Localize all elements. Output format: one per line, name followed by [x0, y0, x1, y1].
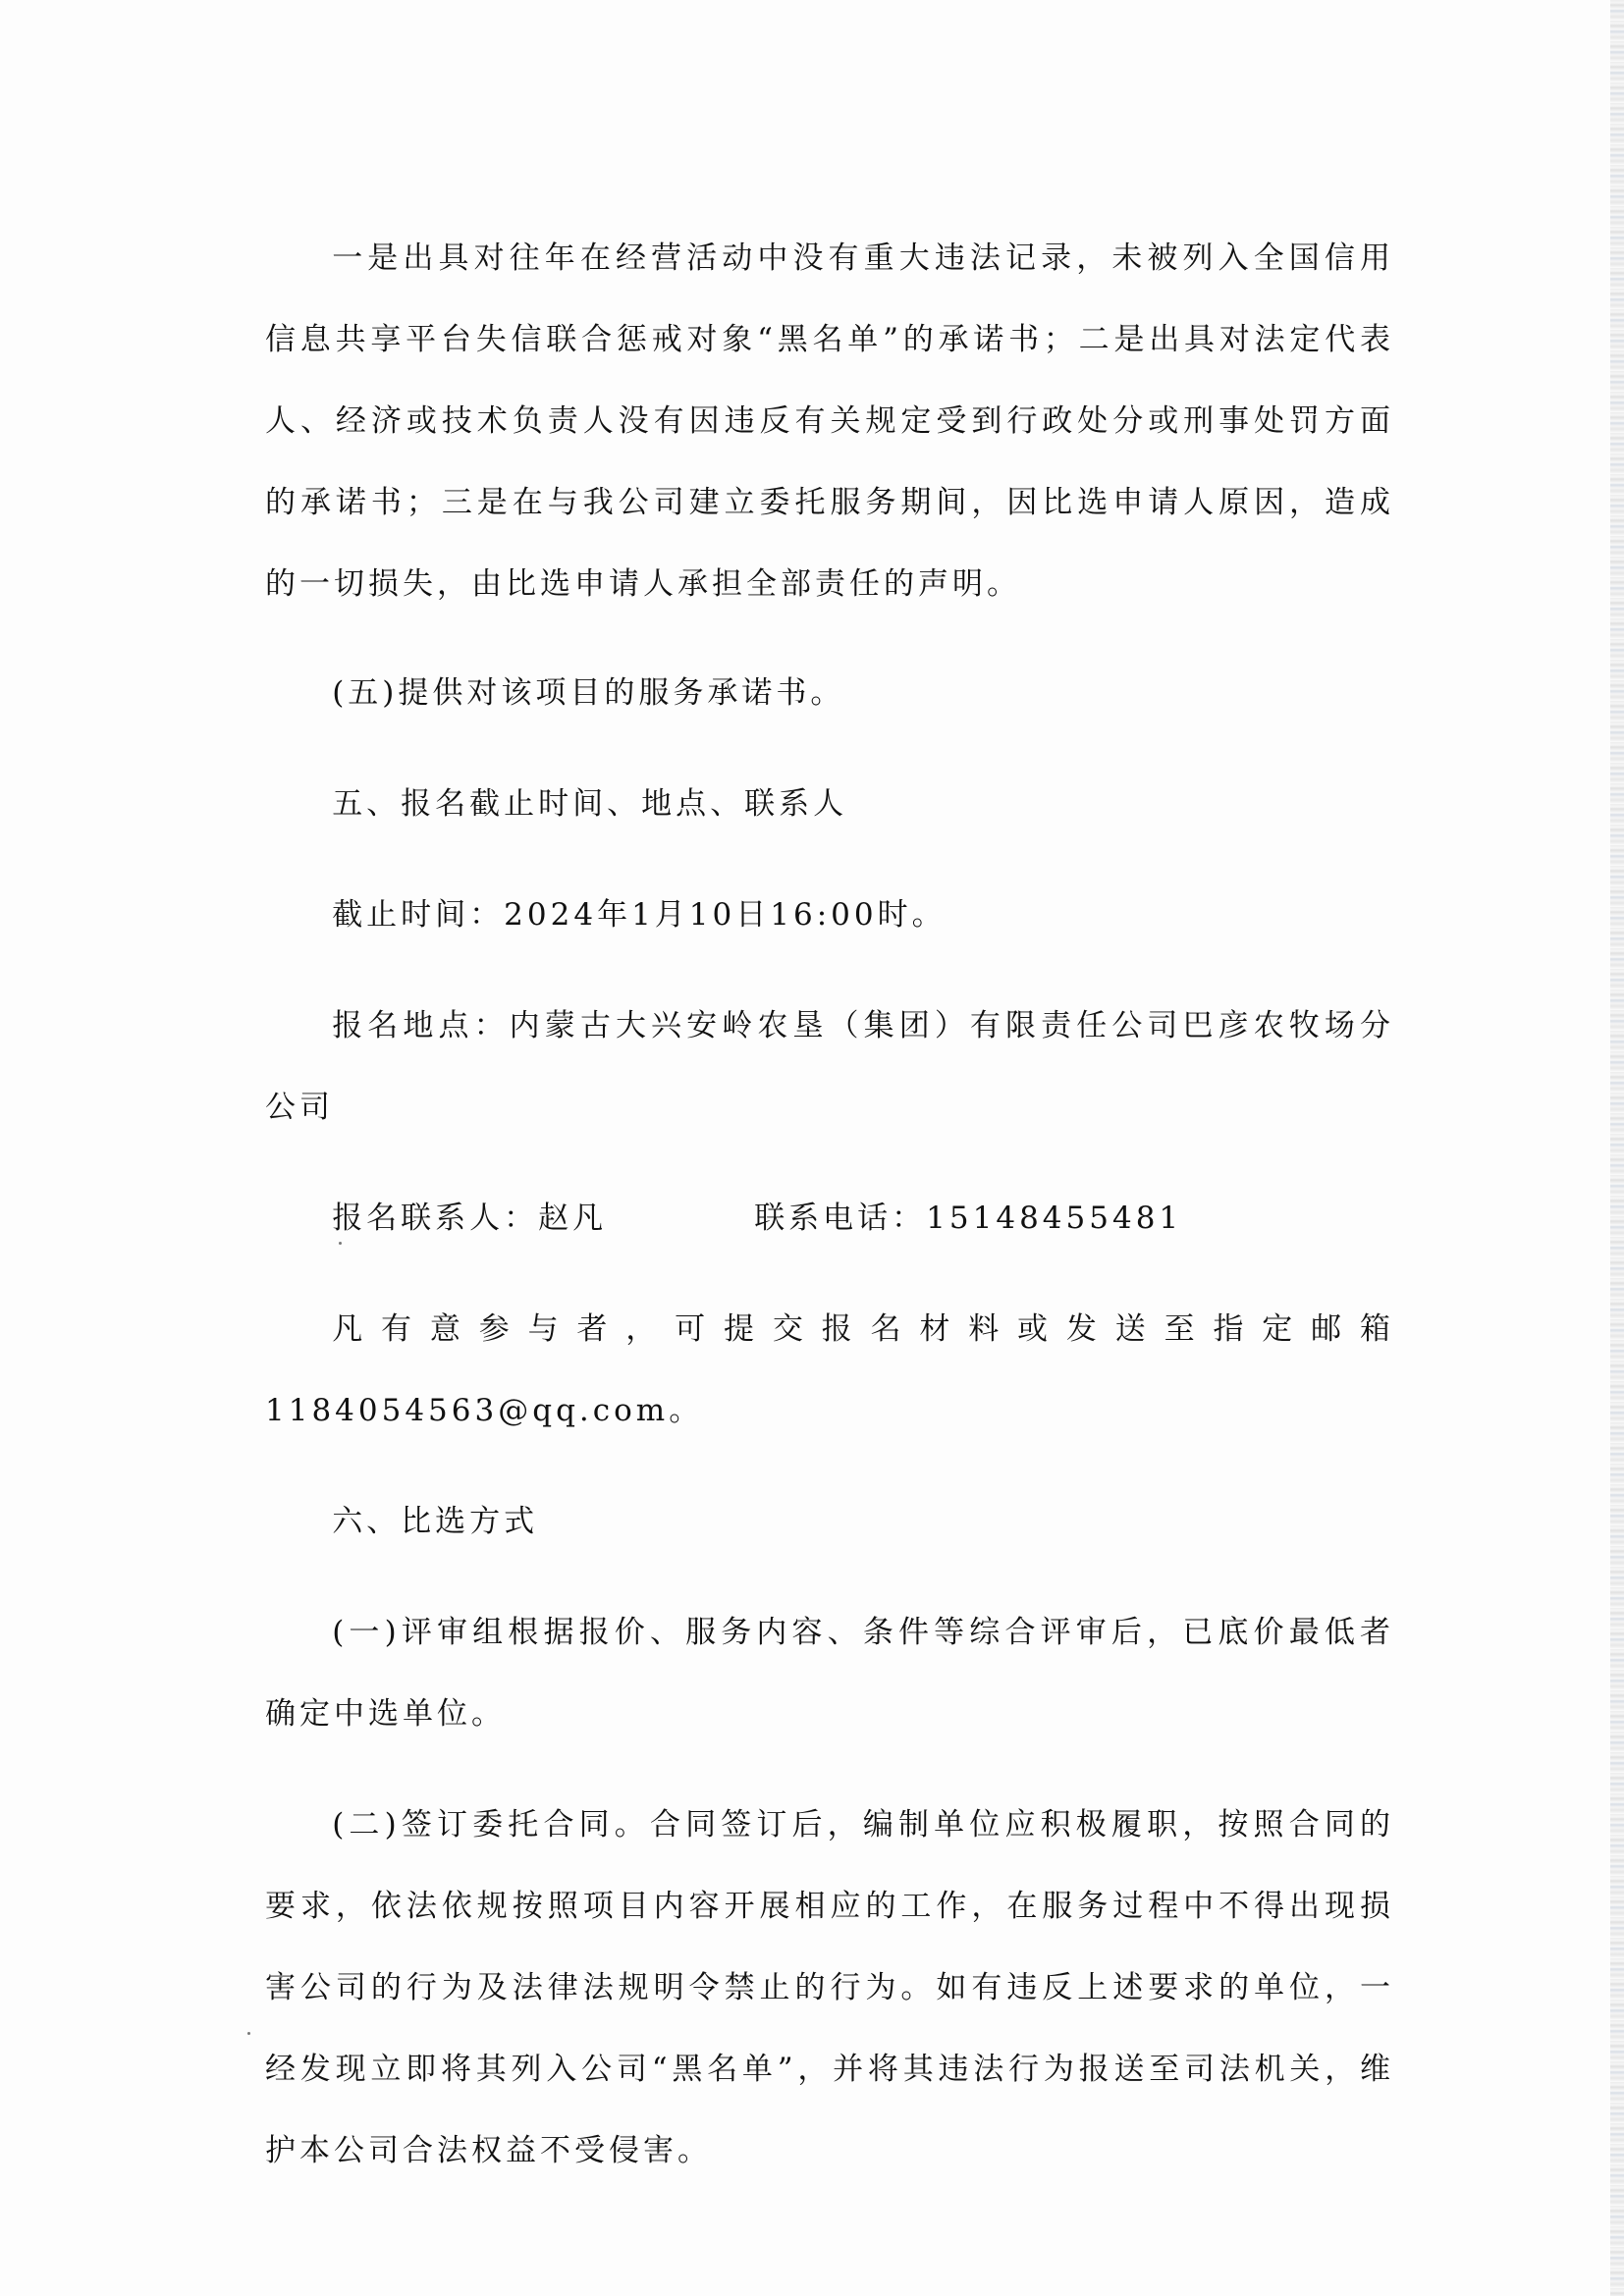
contact-person: 报名联系人：赵凡: [332, 1201, 608, 1236]
paragraph-contact: [265, 1178, 1394, 1259]
document-body: [265, 218, 1394, 2192]
paragraph-email: 凡有意参与者，可提交报名材料或发送至指定邮箱1184054563@qq.com。: [265, 1311, 1394, 1428]
paragraph-service-commitment: (五)提供对该项目的服务承诺书。: [332, 675, 845, 711]
section-heading-registration: 五、报名截止时间、地点、联系人: [332, 786, 848, 822]
contact-phone: 联系电话：15148455481: [754, 1201, 1183, 1236]
paragraph-evaluation: (一)评审组根据报价、服务内容、条件等综合评审后，已底价最低者确定中选单位。: [265, 1615, 1394, 1732]
scan-speck: [247, 2032, 250, 2035]
section-heading-selection: 六、比选方式: [332, 1504, 539, 1539]
paragraph-contract: (二)签订委托合同。合同签订后，编制单位应积极履职，按照合同的要求，依法依规按照项目内容开展相应的工作，在服务过程中不得出现损害公司的行为及法律法规明令禁止的行为。如有违反上述要求的单位，一经发现立即将其列入公司“黑名单”，并将其违法行为报送至司法机关，维护本公司合法权益不受侵害。: [265, 1807, 1394, 2168]
paragraph-deadline: 截止时间：2024年1月10日16:00时。: [332, 897, 947, 933]
paragraph-commitments: 一是出具对往年在经营活动中没有重大违法记录，未被列入全国信用信息共享平台失信联合惩戒对象“黑名单”的承诺书；二是出具对法定代表人、经济或技术负责人没有因违反有关规定受到行政处分或刑事处罚方面的承诺书；三是在与我公司建立委托服务期间，因比选申请人原因，造成的一切损失，由比选申请人承担全部责任的声明。: [265, 240, 1394, 602]
scan-edge-artifact: [1610, 0, 1624, 2296]
paragraph-location: 报名地点：内蒙古大兴安岭农垦（集团）有限责任公司巴彦农牧场分公司: [265, 1008, 1394, 1125]
